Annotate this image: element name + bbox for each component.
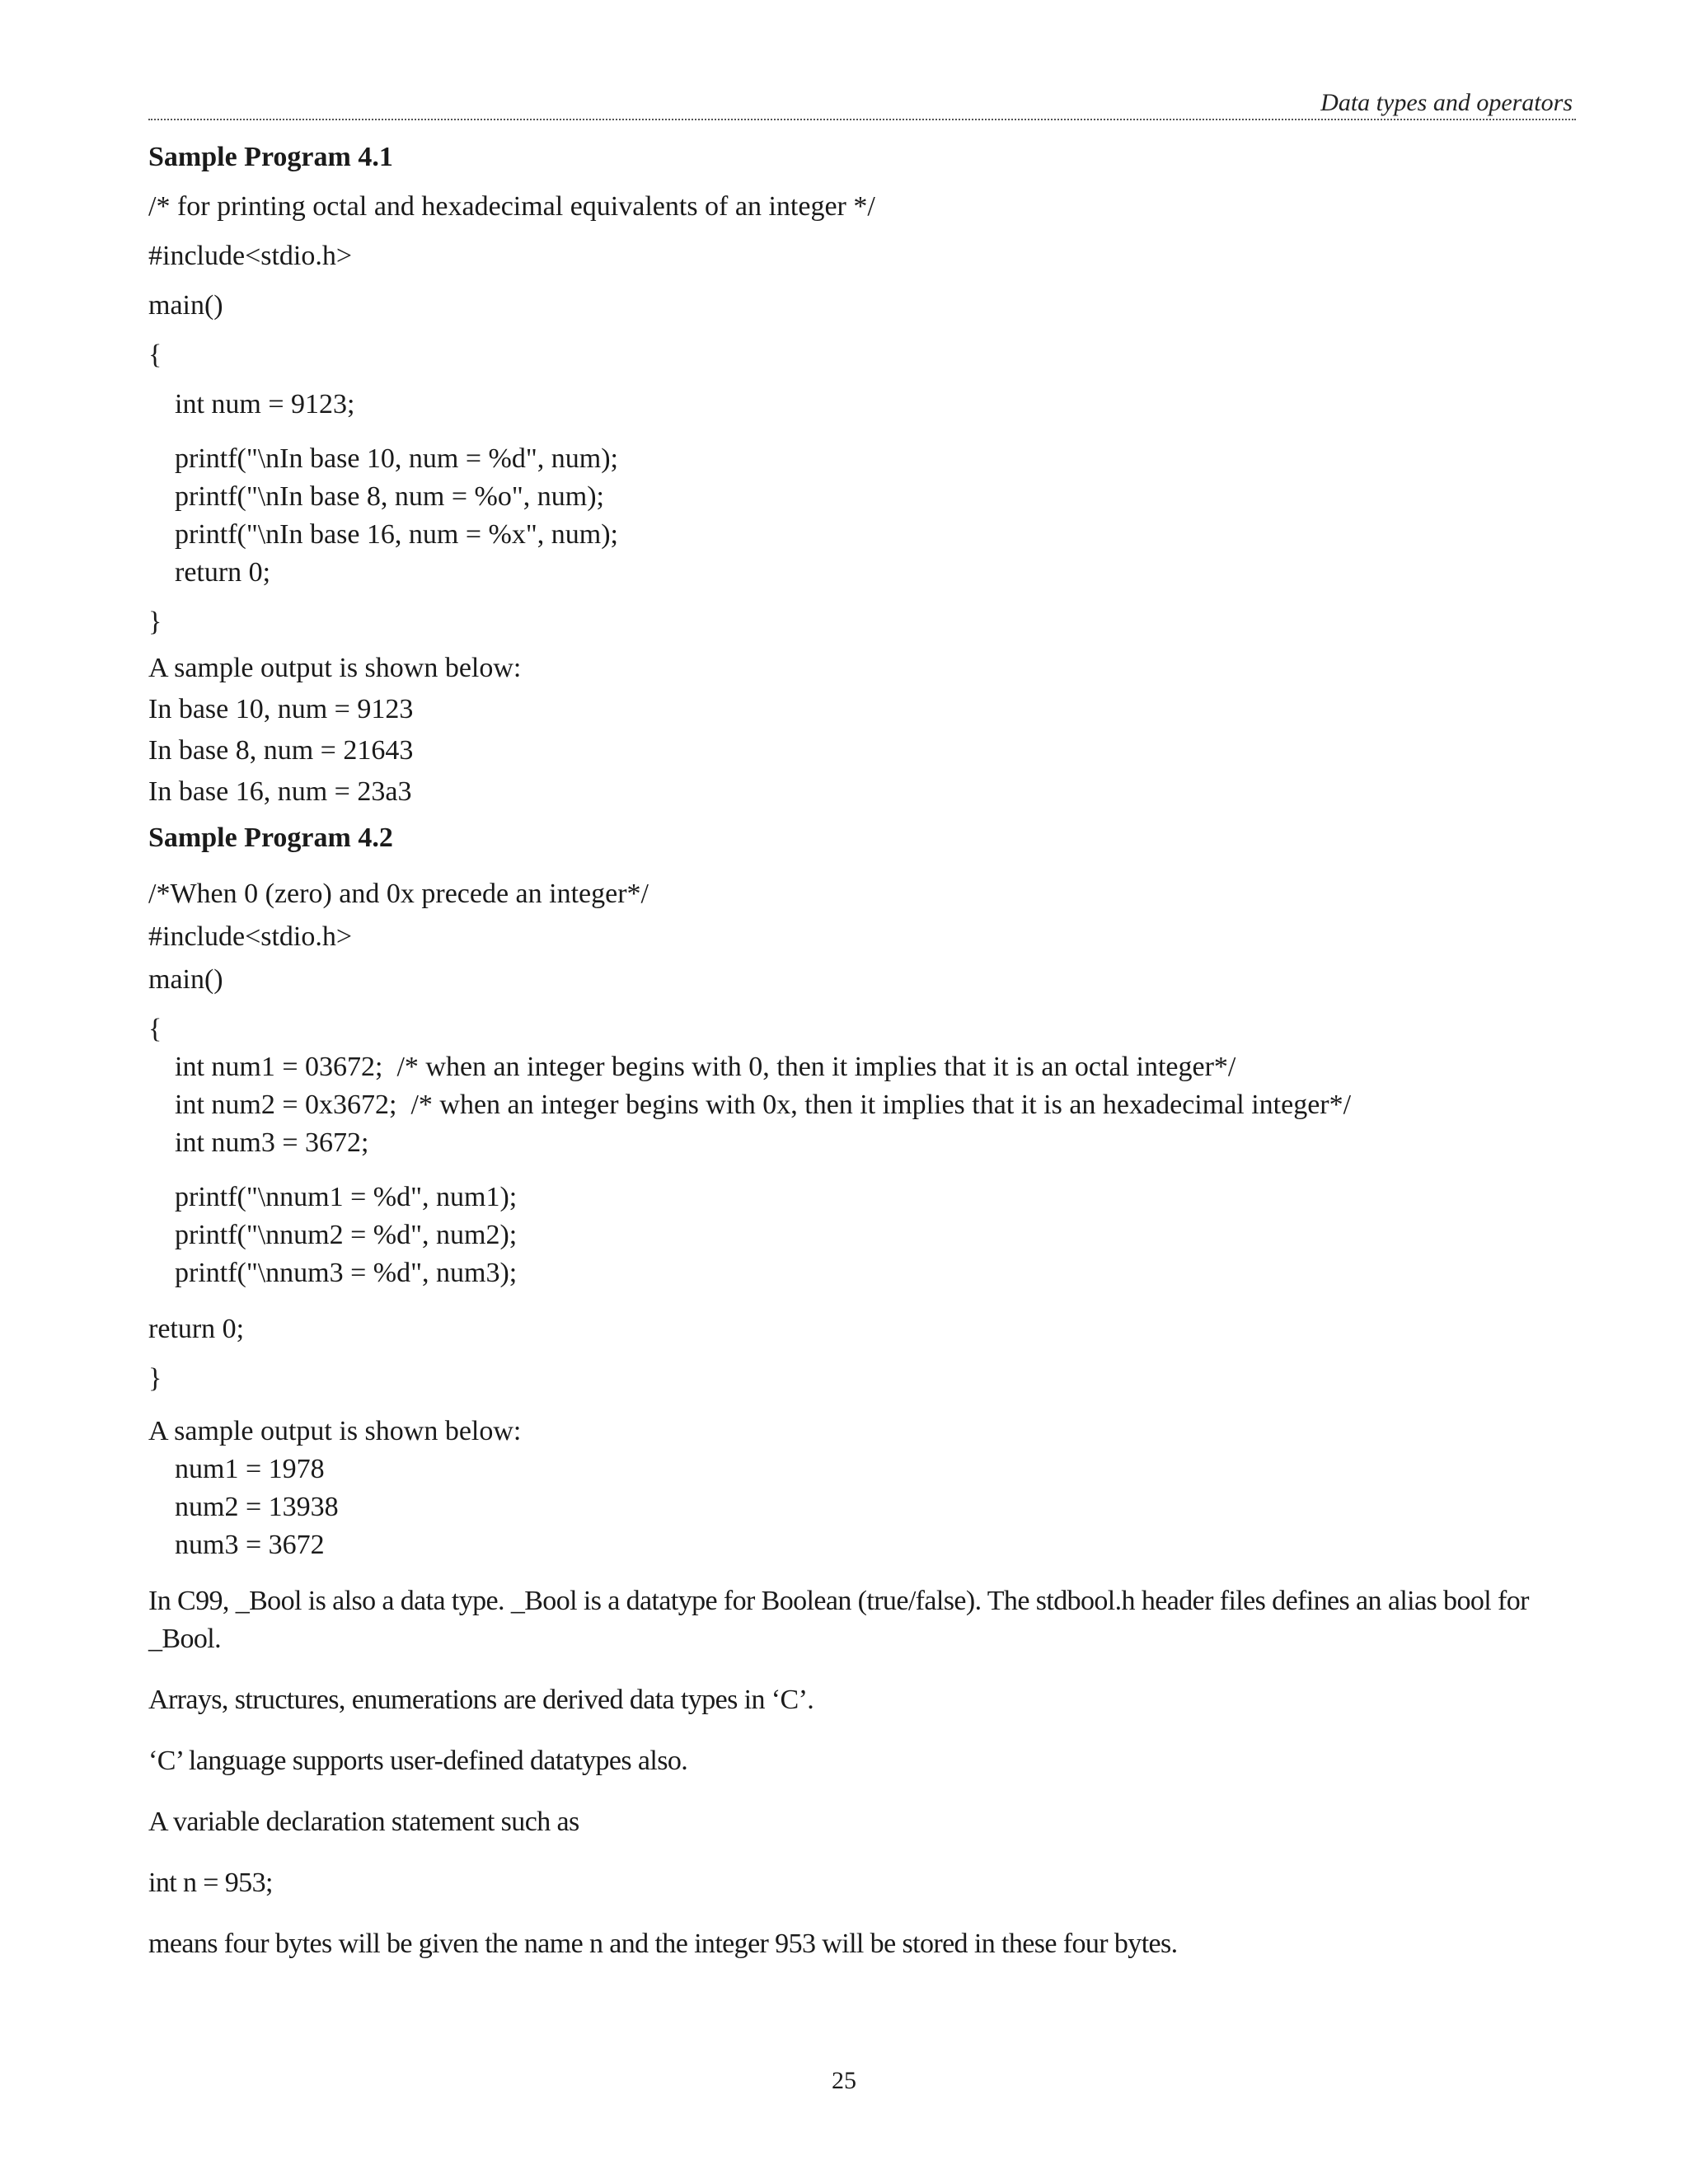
code-open-brace: { <box>148 1014 162 1044</box>
code-example: int n = 953; <box>148 1868 273 1898</box>
code-line: printf("\nIn base 10, num = %d", num); <box>175 443 618 474</box>
code-declaration: int num2 = 0x3672; /* when an integer begins with 0x, then it implies that it is an hexadecimal integer*/ <box>175 1090 1352 1120</box>
explanatory-text <box>148 1582 1582 1963</box>
code-line: return 0; <box>175 557 271 588</box>
code-close-brace: } <box>148 607 162 637</box>
code-line: printf("\nnum2 = %d", num2); <box>175 1220 518 1250</box>
output-line: In base 16, num = 23a3 <box>148 776 412 807</box>
running-head <box>148 82 1576 120</box>
code-main: main() <box>148 290 223 321</box>
sample-program-4-1 <box>148 138 1582 813</box>
running-head-title: Data types and operators <box>1320 89 1573 116</box>
sample-program-4-2 <box>148 819 1582 1564</box>
page-number: 25 <box>832 2067 856 2094</box>
output-line: num2 = 13938 <box>175 1492 339 1522</box>
page-content <box>148 138 1582 1963</box>
code-main: main() <box>148 964 223 995</box>
output-line: In base 10, num = 9123 <box>148 694 414 724</box>
output-line: num3 = 3672 <box>175 1530 325 1560</box>
code-include: #include<stdio.h> <box>148 241 353 271</box>
code-line: printf("\nIn base 16, num = %x", num); <box>175 519 618 550</box>
code-open-brace: { <box>148 340 162 370</box>
code-return: return 0; <box>148 1314 245 1344</box>
code-line: printf("\nnum1 = %d", num1); <box>175 1182 518 1212</box>
paragraph-user-defined: ‘C’ language supports user-defined datatypes also. <box>148 1746 688 1776</box>
code-declaration: int num = 9123; <box>175 389 355 419</box>
code-include: #include<stdio.h> <box>148 921 353 952</box>
program-heading: Sample Program 4.2 <box>148 823 393 853</box>
code-line: printf("\nnum3 = %d", num3); <box>175 1258 518 1288</box>
output-intro: A sample output is shown below: <box>148 1416 522 1446</box>
paragraph-derived-types: Arrays, structures, enumerations are derived data types in ‘C’. <box>148 1685 814 1715</box>
paragraph-bool: In C99, _Bool is also a data type. _Bool is a datatype for Boolean (true/false). The stdbool.h header files defines an alias bool for _Bool. <box>148 1586 1529 1654</box>
output-line: In base 8, num = 21643 <box>148 735 414 766</box>
code-line: printf("\nIn base 8, num = %o", num); <box>175 481 604 512</box>
code-declaration: int num3 = 3672; <box>175 1127 369 1158</box>
code-declaration: int num1 = 03672; /* when an integer begins with 0, then it implies that it is an octal integer*/ <box>175 1052 1236 1082</box>
code-comment: /* for printing octal and hexadecimal equivalents of an integer */ <box>148 191 875 222</box>
code-comment: /*When 0 (zero) and 0x precede an integer*/ <box>148 879 649 909</box>
code-close-brace: } <box>148 1363 162 1394</box>
paragraph-declaration-meaning: means four bytes will be given the name n and the integer 953 will be stored in these four bytes. <box>148 1929 1178 1959</box>
output-intro: A sample output is shown below: <box>148 653 522 683</box>
program-heading: Sample Program 4.1 <box>148 142 393 172</box>
output-line: num1 = 1978 <box>175 1454 325 1484</box>
paragraph-declaration-intro: A variable declaration statement such as <box>148 1807 579 1837</box>
